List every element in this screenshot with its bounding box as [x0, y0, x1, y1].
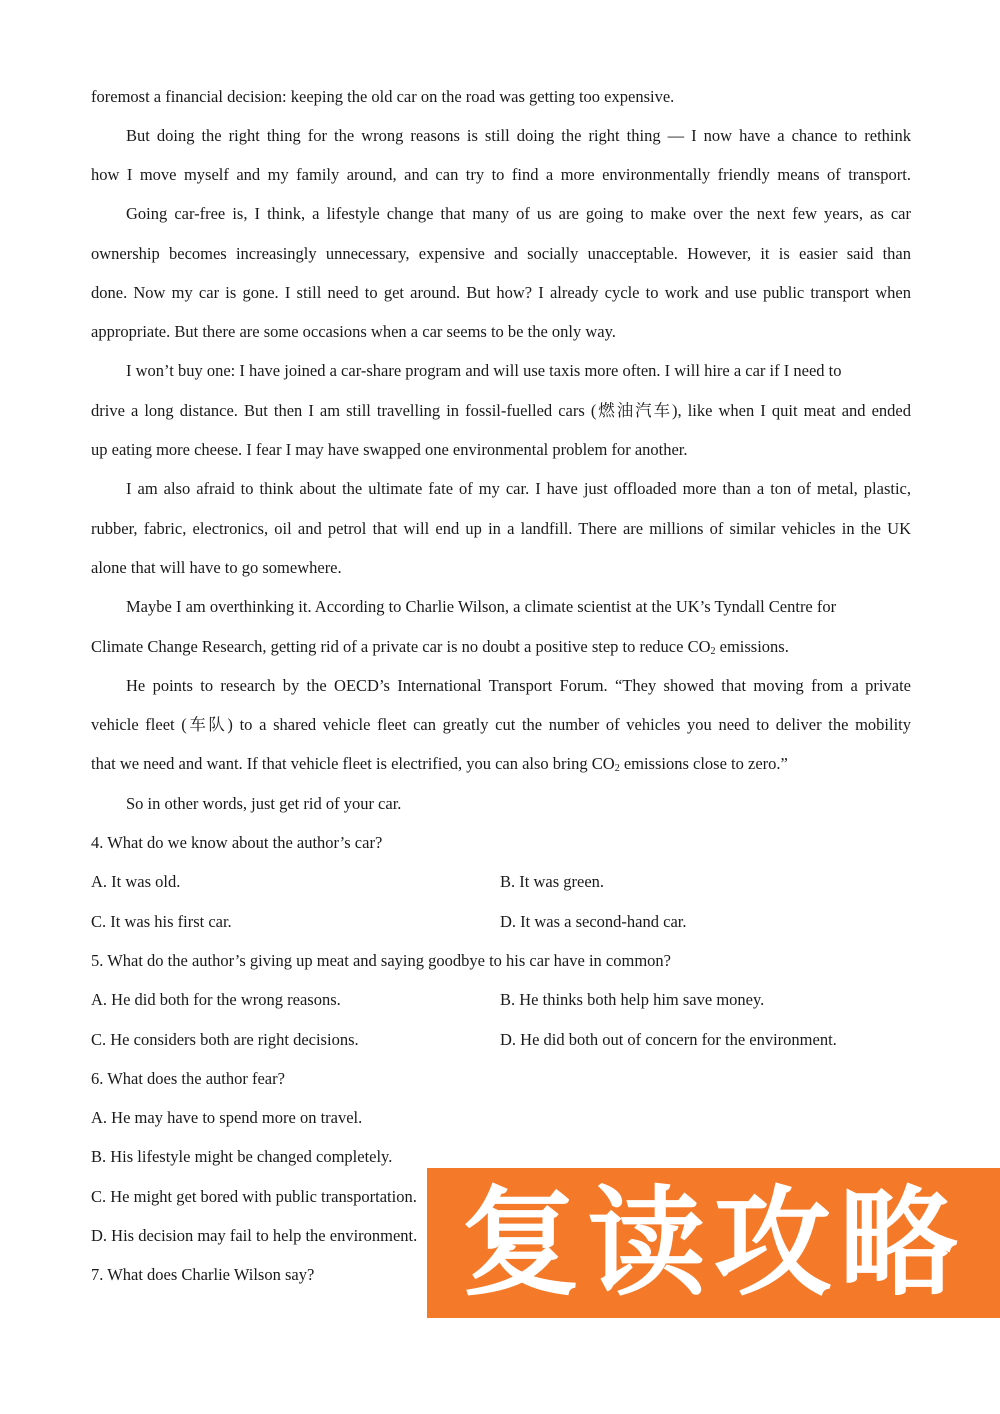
passage-line: But doing the right thing for the wrong reasons is still doing the right thing — I now have a chance to rethink — [126, 126, 911, 145]
question-6-option-c: C. He might get bored with public transportation. — [91, 1187, 417, 1206]
passage-line-co2: Climate Change Research, getting rid of a private car is no doubt a positive step to reduce $CO_2$ emissions. — [91, 637, 789, 657]
question-4-option-c: C. It was his first car. — [91, 912, 232, 931]
passage-line: ownership becomes increasingly unnecessary, expensive and socially unacceptable. However, it is easier said than — [91, 244, 911, 263]
question-6-option-a: A. He may have to spend more on travel. — [91, 1108, 363, 1127]
passage-line: how I move myself and my family around, and can try to find a more environmentally friendly means of transport. — [91, 165, 911, 184]
question-5-option-d: D. He did both out of concern for the environment. — [500, 1030, 837, 1049]
passage-line: alone that will have to go somewhere. — [91, 558, 342, 577]
question-4-option-d: D. It was a second-hand car. — [500, 912, 687, 931]
passage-line: up eating more cheese. I fear I may have swapped one environmental problem for another. — [91, 440, 688, 459]
question-5-stem: 5. What do the author’s giving up meat and saying goodbye to his car have in common? — [91, 951, 671, 970]
passage-line: Going car-free is, I think, a lifestyle change that many of us are going to make over the next few years, as car — [126, 204, 911, 223]
passage-line: He points to research by the OECD’s International Transport Forum. “They showed that moving from a private — [126, 676, 911, 695]
passage-line: vehicle fleet (车队) to a shared vehicle fleet can greatly cut the number of vehicles you need to deliver the mobility — [91, 715, 911, 734]
question-6-option-b: B. His lifestyle might be changed completely. — [91, 1147, 393, 1166]
question-7-stem: 7. What does Charlie Wilson say? — [91, 1265, 315, 1284]
passage-line: Maybe I am overthinking it. According to Charlie Wilson, a climate scientist at the UK’s Tyndall Centre for — [126, 597, 837, 616]
question-4-option-b: B. It was green. — [500, 872, 605, 891]
question-6-option-d: D. His decision may fail to help the environment. — [91, 1226, 418, 1245]
passage-line: I am also afraid to think about the ultimate fate of my car. I have just offloaded more than a ton of metal, plastic, — [126, 479, 911, 498]
passage-line-co2: that we need and want. If that vehicle fleet is electrified, you can also bring $CO_2$ emissions close to zero.” — [91, 754, 788, 774]
passage-line: appropriate. But there are some occasions when a car seems to be the only way. — [91, 322, 616, 341]
watermark-text: 复读攻略 — [461, 1174, 966, 1312]
passage-line: done. Now my car is gone. I still need to get around. But how? I already cycle to work and use public transport when — [91, 283, 911, 302]
passage-line: drive a long distance. But then I am still travelling in fossil-fuelled cars (燃油汽车), like when I quit meat and ended — [91, 401, 911, 420]
passage-line: rubber, fabric, electronics, oil and petrol that will end up in a landfill. There are millions of similar vehicles in the UK — [91, 519, 911, 538]
question-5-option-a: A. He did both for the wrong reasons. — [91, 990, 341, 1009]
passage-line: foremost a financial decision: keeping the old car on the road was getting too expensive. — [91, 87, 675, 106]
passage-line: I won’t buy one: I have joined a car-share program and will use taxis more often. I will hire a car if I need to — [126, 361, 842, 380]
passage-line: So in other words, just get rid of your car. — [126, 794, 402, 813]
question-5-option-b: B. He thinks both help him save money. — [500, 990, 765, 1009]
question-4-option-a: A. It was old. — [91, 872, 181, 891]
question-6-stem: 6. What does the author fear? — [91, 1069, 285, 1088]
watermark-banner — [427, 1168, 1000, 1318]
question-5-option-c: C. He considers both are right decisions. — [91, 1030, 359, 1049]
question-4-stem: 4. What do we know about the author’s car? — [91, 833, 383, 852]
